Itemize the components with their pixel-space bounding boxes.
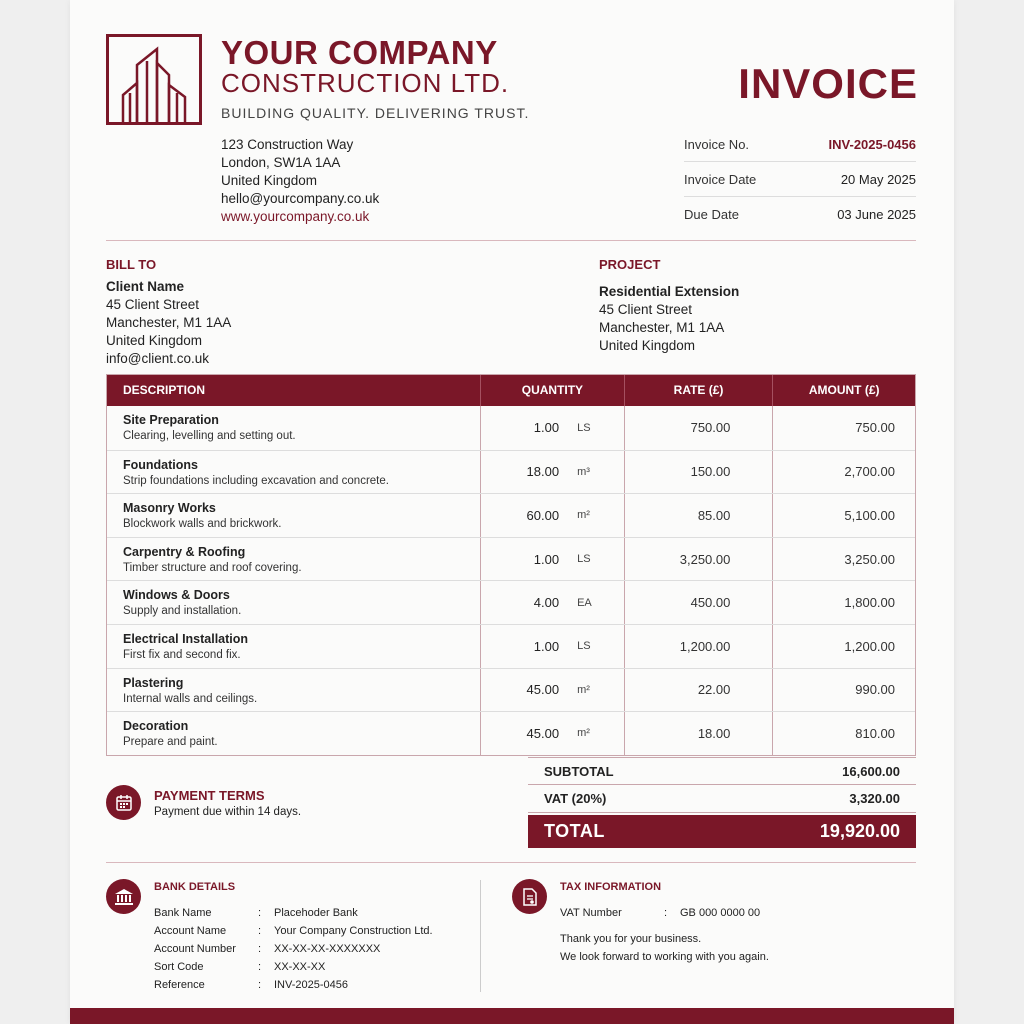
item-rate: 150.00 xyxy=(690,464,731,480)
item-name: Plastering xyxy=(123,675,184,690)
tax-info-heading: TAX INFORMATION xyxy=(560,881,662,893)
total-value: 19,920.00 xyxy=(819,821,900,841)
invoice-number: INV-2025-0456 xyxy=(828,136,916,152)
subtotal-row xyxy=(528,757,916,785)
bank-icon xyxy=(106,879,141,914)
total-row xyxy=(528,815,916,848)
thank-you-note xyxy=(560,930,769,966)
item-description: Supply and installation. xyxy=(123,605,242,618)
address-line: 123 Construction Way xyxy=(221,137,354,152)
item-amount: 2,700.00 xyxy=(844,464,895,480)
company-name: YOUR COMPANY xyxy=(221,34,498,71)
line-items-table xyxy=(106,374,916,756)
item-description: First fix and second fix. xyxy=(123,648,241,661)
item-unit: EA xyxy=(577,596,592,609)
total-label: TOTAL xyxy=(544,821,605,841)
item-amount: 810.00 xyxy=(855,725,895,741)
item-description: Timber structure and roof covering. xyxy=(123,561,302,574)
client-address-line: 45 Client Street xyxy=(106,297,200,312)
divider xyxy=(106,240,916,241)
invoice-page xyxy=(70,0,954,1024)
client-name: Client Name xyxy=(106,279,185,294)
vat-value: 3,320.00 xyxy=(849,791,900,806)
tax-info xyxy=(560,904,760,922)
footer-bar xyxy=(70,1008,954,1024)
item-rate: 22.00 xyxy=(697,682,731,698)
item-name: Decoration xyxy=(123,719,189,734)
invoice-date: 20 May 2025 xyxy=(840,171,916,187)
item-unit: m² xyxy=(577,727,590,740)
item-quantity: 45.00 xyxy=(526,682,560,698)
bank-details-heading: BANK DETAILS xyxy=(154,881,236,893)
project-address-line: Manchester, M1 1AA xyxy=(599,320,725,335)
item-name: Masonry Works xyxy=(123,501,216,516)
item-amount: 1,800.00 xyxy=(844,595,895,611)
building-logo-icon xyxy=(109,37,199,122)
item-rate: 450.00 xyxy=(690,595,731,611)
item-name: Windows & Doors xyxy=(123,588,230,603)
bank-label: Reference xyxy=(154,979,205,991)
table-row xyxy=(107,624,915,668)
invoice-meta xyxy=(684,127,916,232)
item-rate: 18.00 xyxy=(697,725,731,741)
item-quantity: 18.00 xyxy=(526,464,560,480)
item-rate: 3,250.00 xyxy=(679,551,731,567)
bank-value: Placehoder Bank xyxy=(274,907,358,919)
item-unit: LS xyxy=(577,421,591,434)
item-quantity: 4.00 xyxy=(533,595,560,611)
meta-label: Due Date xyxy=(684,207,739,222)
bank-row: Bank Name : Placehoder Bank xyxy=(154,904,433,922)
item-unit: m² xyxy=(577,509,590,522)
project-name: Residential Extension xyxy=(599,284,740,299)
company-logo xyxy=(106,34,202,125)
bill-to xyxy=(106,256,231,368)
bank-value: XX-XX-XX-XXXXXXX xyxy=(274,943,381,955)
item-quantity: 1.00 xyxy=(533,638,560,654)
table-row xyxy=(107,580,915,624)
client-email[interactable]: info@client.co.uk xyxy=(106,351,210,366)
table-row xyxy=(107,493,915,537)
col-quantity: QUANTITY xyxy=(480,375,624,406)
company-email[interactable]: hello@yourcompany.co.uk xyxy=(221,191,380,206)
invoice-date-row xyxy=(684,162,916,197)
vertical-divider xyxy=(480,880,481,992)
company-address xyxy=(221,136,379,226)
address-line: United Kingdom xyxy=(221,173,318,188)
item-description: Internal walls and ceilings. xyxy=(123,692,258,705)
item-description: Strip foundations including excavation and concrete. xyxy=(123,474,389,487)
bank-row: Account Number : XX-XX-XX-XXXXXXX xyxy=(154,940,433,958)
bill-to-heading: BILL TO xyxy=(106,257,157,272)
table-row xyxy=(107,668,915,712)
table-header xyxy=(107,375,915,406)
due-date-row xyxy=(684,197,916,232)
bank-row: Account Name : Your Company Construction Ltd. xyxy=(154,922,433,940)
table-row xyxy=(107,711,915,755)
project-address-line: 45 Client Street xyxy=(599,302,693,317)
col-rate: RATE (£) xyxy=(624,375,773,406)
item-rate: 85.00 xyxy=(697,507,731,523)
item-unit: LS xyxy=(577,640,591,653)
project-address-line: United Kingdom xyxy=(599,338,696,353)
col-amount: AMOUNT (£) xyxy=(772,375,915,406)
item-name: Site Preparation xyxy=(123,413,219,427)
item-name: Foundations xyxy=(123,457,198,472)
item-rate: 1,200.00 xyxy=(679,638,731,654)
item-amount: 5,100.00 xyxy=(844,507,895,523)
bank-row: Sort Code : XX-XX-XX xyxy=(154,958,433,976)
client-address-line: Manchester, M1 1AA xyxy=(106,315,232,330)
client-address-line: United Kingdom xyxy=(106,333,203,348)
bank-value: Your Company Construction Ltd. xyxy=(274,925,433,937)
company-tagline: BUILDING QUALITY. DELIVERING TRUST. xyxy=(221,105,530,121)
item-name: Electrical Installation xyxy=(123,631,249,646)
bank-label: Account Name xyxy=(154,925,227,937)
item-quantity: 1.00 xyxy=(533,420,560,436)
bank-label: Bank Name xyxy=(154,907,212,919)
address-line: London, SW1A 1AA xyxy=(221,155,341,170)
project-heading: PROJECT xyxy=(599,257,661,272)
vat-number-label: VAT Number xyxy=(560,907,622,919)
item-rate: 750.00 xyxy=(690,420,731,436)
payment-terms-text: Payment due within 14 days. xyxy=(154,806,302,818)
item-amount: 1,200.00 xyxy=(844,638,895,654)
thank-you-line: Thank you for your business. xyxy=(560,933,702,945)
item-amount: 3,250.00 xyxy=(844,551,895,567)
company-website[interactable]: www.yourcompany.co.uk xyxy=(221,209,370,224)
item-unit: m² xyxy=(577,683,590,696)
table-body xyxy=(107,406,915,755)
bank-label: Sort Code xyxy=(154,961,204,973)
invoice-number-row xyxy=(684,127,916,162)
bank-label: Account Number xyxy=(154,943,236,955)
calendar-icon xyxy=(106,785,141,820)
table-row xyxy=(107,406,915,450)
vat-row xyxy=(528,785,916,813)
document-icon xyxy=(512,879,547,914)
due-date: 03 June 2025 xyxy=(837,207,916,222)
bank-row: Reference : INV-2025-0456 xyxy=(154,976,433,994)
item-name: Carpentry & Roofing xyxy=(123,544,246,559)
item-description: Blockwork walls and brickwork. xyxy=(123,518,282,531)
item-unit: LS xyxy=(577,553,591,566)
item-quantity: 45.00 xyxy=(526,725,560,741)
item-description: Prepare and paint. xyxy=(123,736,218,749)
vat-number-value: GB 000 0000 00 xyxy=(680,907,761,919)
item-quantity: 60.00 xyxy=(526,507,560,523)
item-quantity: 1.00 xyxy=(533,551,560,567)
payment-terms-heading: PAYMENT TERMS xyxy=(154,788,265,803)
col-description: DESCRIPTION xyxy=(123,383,206,397)
item-unit: m³ xyxy=(577,465,590,478)
table-row xyxy=(107,450,915,494)
item-amount: 750.00 xyxy=(855,420,895,436)
meta-label: Invoice Date xyxy=(684,171,757,187)
subtotal-value: 16,600.00 xyxy=(842,763,900,779)
vat-label: VAT (20%) xyxy=(544,791,607,806)
thank-you-line: We look forward to working with you again. xyxy=(560,951,769,963)
bank-value: XX-XX-XX xyxy=(274,961,326,973)
table-row xyxy=(107,537,915,581)
subtotal-label: SUBTOTAL xyxy=(544,763,614,779)
vat-number-row: VAT Number : GB 000 0000 00 xyxy=(560,904,760,922)
invoice-title: INVOICE xyxy=(738,60,918,107)
meta-label: Invoice No. xyxy=(684,136,750,152)
bank-value: INV-2025-0456 xyxy=(274,979,348,991)
bank-details xyxy=(154,904,433,994)
item-amount: 990.00 xyxy=(855,682,895,698)
company-subname: CONSTRUCTION LTD. xyxy=(221,68,510,98)
project xyxy=(599,256,739,355)
divider xyxy=(106,862,916,863)
totals xyxy=(528,757,916,848)
item-description: Clearing, levelling and setting out. xyxy=(123,430,296,442)
